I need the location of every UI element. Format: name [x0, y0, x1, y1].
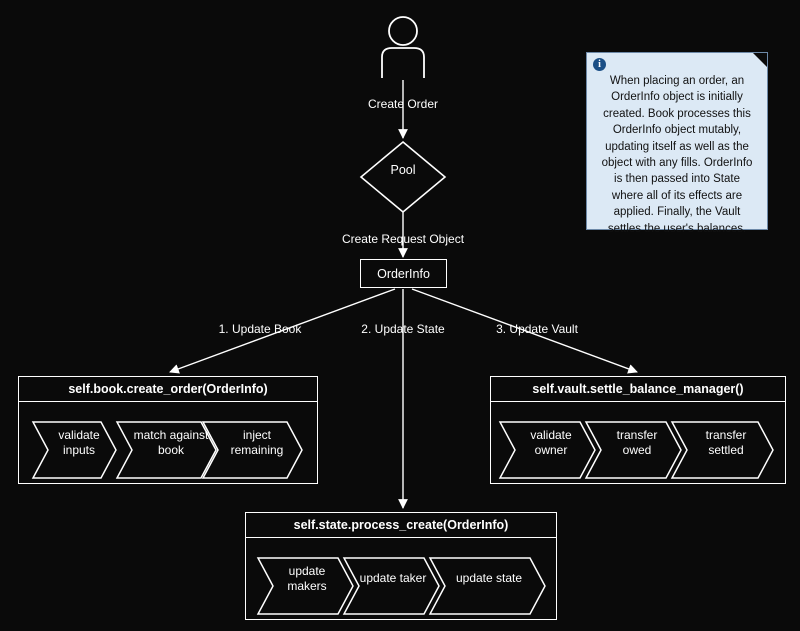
group-book-create-order: [18, 376, 318, 484]
group-state-steps: [246, 538, 556, 619]
step-update-state-label: update state: [455, 571, 523, 586]
step-transfer-owed[interactable]: [589, 415, 681, 471]
group-book-title: self.book.create_order(OrderInfo): [19, 377, 317, 402]
info-icon: i: [593, 58, 606, 71]
step-match-against-book-label: match against book: [133, 428, 209, 457]
note-fold-corner: [753, 53, 767, 67]
edge-label-create-order: Create Order: [367, 97, 439, 111]
step-update-makers[interactable]: [259, 551, 351, 607]
step-update-makers-label: update makers: [287, 564, 327, 593]
group-vault-steps: [491, 402, 785, 483]
note-text: When placing an order, an OrderInfo object is initially created. Book processes this OrderInfo object mutably, updating itself as well as the object with any fills. OrderInfo is then passed into State where all of its effects are applied. Finally, the Vault settles the user's balances.: [601, 75, 753, 235]
step-inject-remaining-label: inject remaining: [230, 428, 284, 457]
step-update-state[interactable]: [431, 551, 543, 607]
step-validate-owner-label: validate owner: [530, 428, 572, 457]
note-callout: [586, 52, 768, 235]
edge-label-update-vault: 3. Update Vault: [496, 322, 578, 336]
pool-node-label: Pool: [390, 163, 416, 177]
group-book-steps: [19, 402, 317, 483]
order-info-node[interactable]: [360, 259, 447, 288]
step-update-taker-label: update taker: [359, 571, 427, 586]
order-info-label: OrderInfo: [377, 266, 430, 281]
step-transfer-settled-label: transfer settled: [705, 428, 747, 457]
edge-label-update-book: 1. Update Book: [218, 322, 302, 336]
pool-node: [361, 142, 445, 212]
actor-icon: [382, 17, 424, 78]
step-inject-remaining[interactable]: [204, 415, 306, 471]
step-transfer-owed-label: transfer owed: [616, 428, 658, 457]
edge-label-create-request-object: Create Request Object: [341, 232, 465, 246]
group-vault-settle-balance-manager: [490, 376, 786, 484]
group-state-title: self.state.process_create(OrderInfo): [246, 513, 556, 538]
step-validate-inputs-label: validate inputs: [58, 428, 100, 457]
step-validate-inputs[interactable]: [34, 415, 120, 471]
step-validate-owner[interactable]: [503, 415, 595, 471]
edge-label-update-state: 2. Update State: [361, 322, 445, 336]
step-update-taker[interactable]: [345, 551, 437, 607]
group-vault-title: self.vault.settle_balance_manager(): [491, 377, 785, 402]
step-transfer-settled[interactable]: [675, 415, 773, 471]
group-state-process-create: [245, 512, 557, 620]
